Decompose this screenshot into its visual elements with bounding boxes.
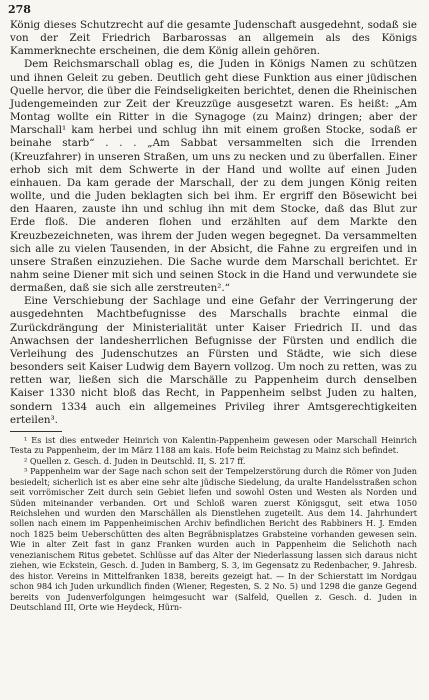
footnote: ³ Pappenheim war der Sage nach schon seit der Tempelzerstörung durch die Römer von Juden besiedelt; sicherlich ist es aber eine sehr alte jüdische Siedelung, da uralte Handelsstraßen schon seit vorrömischer Zeit durch sein Gebiet liefen und sowohl Osten und Westen als Norden und Süden miteinander verbanden. Ort und Schloß waren zuerst Königsgut, seit etwa 1050 Reichslehen und wurden den Marschällen als Dienstlehen zugeteilt. Aus dem 14. Jahrhundert sollen nach einem im Pappenheimischen Archiv befindlichen Bericht des Rabbiners H. J. Emden noch 1825 beim Ueberschütten des alten Begräbnisplatzes Grabsteine vorhanden gewesen sein. Wie in alter Zeit fast in ganz Franken wurden auch in Pappenheim die Selichoth nach venezianischem Ritus gebetet. Schlüsse auf das Alter der Niederlassung lassen sich daraus nicht ziehen, wie Eckstein, Gesch. d. Juden in Bamberg, S. 3, im Gegensatz zu Redenbacher, 9. Jahresb. des histor. Vereins in Mittelfranken 1838, bereits gezeigt hat. — In der Schierstatt im Nordgau schon 984 ich Juden urkundlich finden (Wiener, Regesten, S. 2 No. 5) und 1298 die ganze Gegend bereits von Judenverfolgungen heimgesucht war (Salfeld, Quellen z. Gesch. d. Juden in Deutschland III, Orte wie Heydeck, Hürn- [10, 466, 417, 613]
page-number: 278 [8, 3, 31, 16]
paragraph: König dieses Schutzrecht auf die gesamte Judenschaft ausgedehnt, sodaß sie von der Zeit Friedrich Barbarossas an allgemein als des Königs Kammerknechte erscheinen, die dem König allein gehören. [10, 19, 417, 58]
footnote-divider [10, 431, 62, 432]
paragraph: Dem Reichsmarschall oblag es, die Juden in Königs Namen zu schützen und ihnen Geleit zu geben. Deutlich geht diese Funktion aus einer jüdischen Quelle hervor, die über die Feindseligkeiten berichtet, denen die Rheinischen Judengemeinden zur Zeit der Kreuzzüge ausgesetzt waren. Es heißt: „Am Montag wollte ein Ritter in die Synagoge (zu Mainz) dringen; aber der Marschall¹ kam herbei und schlug ihn mit einem großen Stocke, sodaß er beinahe starb“ . . . „Am Sabbat versammelten sich die Irrenden (Kreuzfahrer) in unseren Straßen, um uns zu necken und zu überfallen. Einer erhob sich mit dem Schwerte in der Hand und wollte auf einen Juden einhauen. Da kam gerade der Marschall, der zu dem jungen König reiten wollte, und die Juden beklagten sich bei ihm. Er ergriff den Bösewicht bei den Haaren, zauste ihn und schlug ihn mit dem Stocke, daß das Blut zur Erde floß. Die anderen flohen und erzählten auf dem Markte den Kreuzbezeichneten, was ihrem der Juden wegen begegnet. Da versammelten sich alle zu vielen Tausenden, in der Absicht, die Fahne zu ergreifen und in unsere Straßen einzuziehen. Die Sache wurde dem Marschall berichtet. Er nahm seine Diener mit sich und seinen Stock in die Hand und verwundete sie dermaßen, daß sie sich alle zerstreuten².“ [10, 58, 417, 295]
footnote: ¹ Es ist dies entweder Heinrich von Kalentin-Pappenheim gewesen oder Marschall Heinrich Testa zu Pappenheim, der im März 1188 am kais. Hofe beim Reichstag zu Mainz sich befindet. [10, 434, 417, 456]
footnote: ² Quellen z. Gesch. d. Juden in Deutschld. II, S. 217 ff. [24, 455, 246, 466]
footnotes [10, 435, 417, 613]
paragraph: Eine Verschiebung der Sachlage und eine Gefahr der Verringerung der ausgedehnten Machtbefugnisse des Marschalls brachte einmal die Zurückdrängung der Ministerialität unter Kaiser Friedrich II. und das Anwachsen der landesherrlichen Befugnisse der Fürsten und endlich die Verleihung des Judenschutzes an Fürsten und Städte, wie sich diese besonders seit Kaiser Ludwig dem Bayern vollzog. Um noch zu retten, was zu retten war, ließen sich die Marschälle zu Pappenheim durch denselben Kaiser 1330 nicht bloß das Recht, in Pappenheim selbst Juden zu halten, sondern 1334 auch ein allgemeines Privileg ihrer Amtsgerechtigkeiten erteilen³. [10, 295, 417, 426]
main-text [10, 19, 417, 427]
